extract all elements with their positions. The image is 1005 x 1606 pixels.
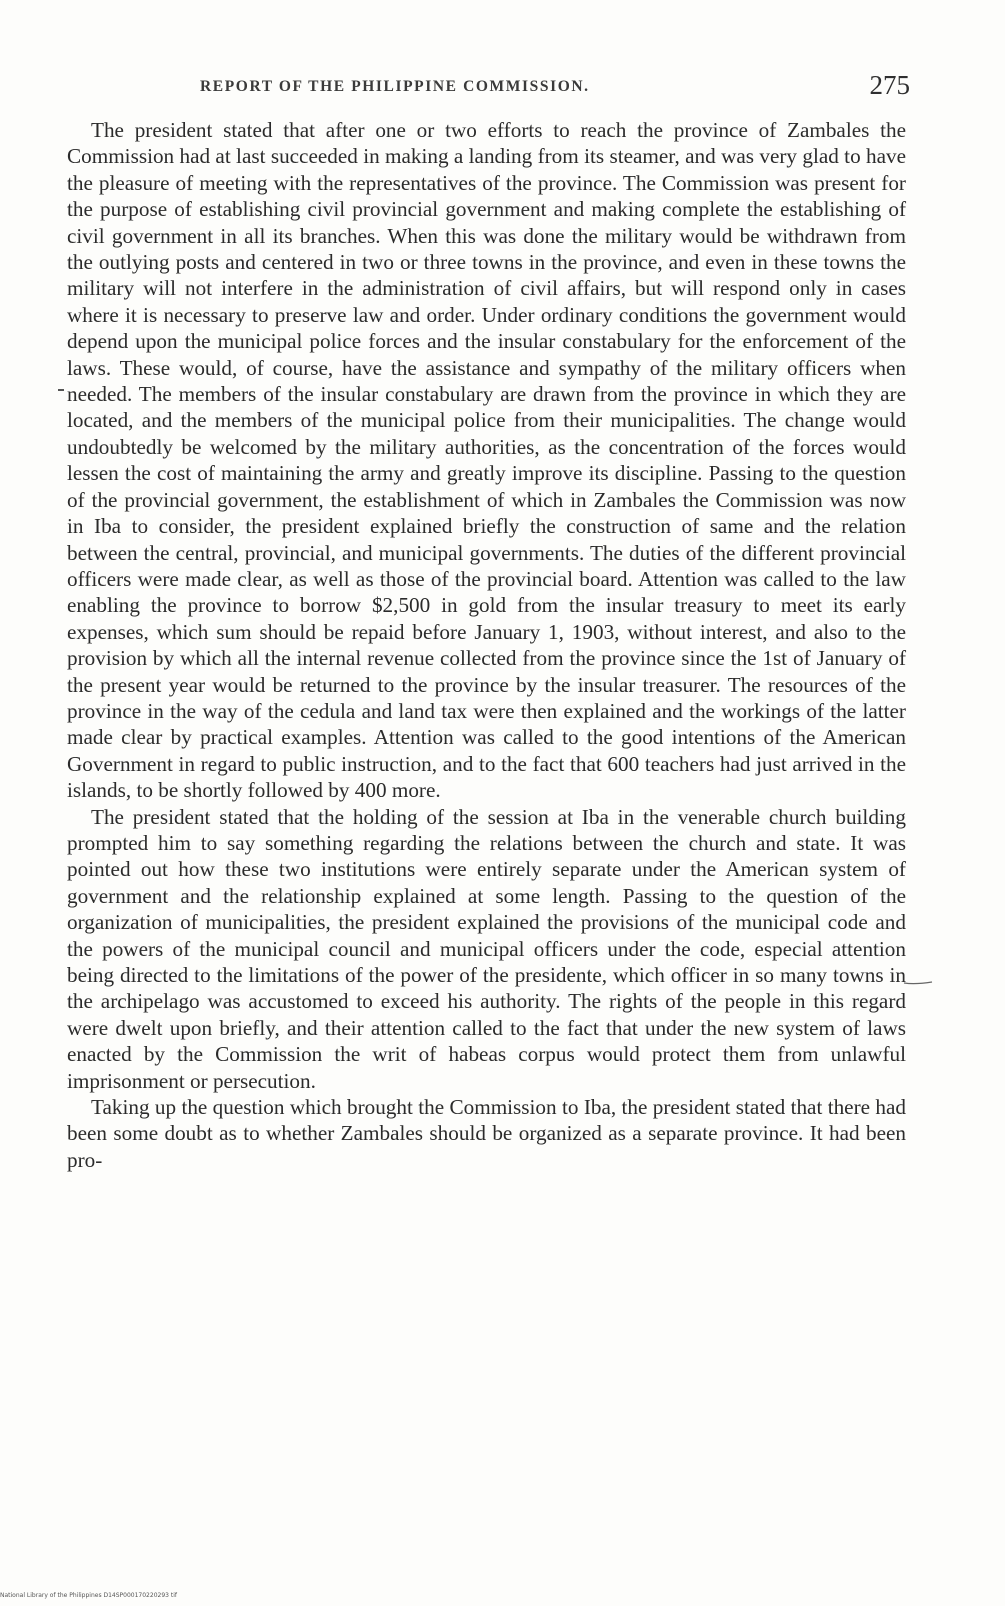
page-header bbox=[200, 70, 910, 104]
paragraph: Taking up the question which brought the Commission to Iba, the president stated that there had been some doubt as to whether Zambales should be organized as a separate province. It had been pro- bbox=[67, 1095, 906, 1172]
margin-tick-mark bbox=[58, 389, 64, 391]
body-text bbox=[67, 117, 906, 1173]
running-title: REPORT OF THE PHILIPPINE COMMISSION. bbox=[200, 78, 590, 95]
paragraph: The president stated that the holding of the session at Iba in the venerable church building prompted him to say something regarding the relations between the church and state. It was pointed out how these two institutions were entirely separate under the American system of government and the relationship explained at some length. Passing to the question of the organization of municipalities, the president explained the provisions of the municipal code and the powers of the municipal council and municipal officers under the code, especial attention being directed to the limitations of the power of the presidente, which officer in so many towns in the archipelago was accustomed to exceed his authority. The rights of the people in this regard were dwelt upon briefly, and their attention called to the fact that under the new system of laws enacted by the Commission the writ of habeas corpus would protect them from unlawful imprisonment or persecution. bbox=[67, 804, 906, 1093]
scan-credit: National Library of the Philippines D14SP000170220293 tif bbox=[0, 1592, 178, 1599]
paragraph: The president stated that after one or two efforts to reach the province of Zambales the Commission had at last succeeded in making a landing from its steamer, and was very glad to have the pleasure of meeting with the representatives of the province. The Commission was present for the purpose of establishing civil provincial government and making complete the establishing of civil government in all its branches. When this was done the military would be withdrawn from the outlying posts and centered in two or three towns in the province, and even in these towns the military will not interfere in the administration of civil affairs, but will respond only in cases where it is necessary to preserve law and order. Under ordinary conditions the government would depend upon the municipal police forces and the insular constabulary for the enforcement of the laws. These would, of course, have the assistance and sympathy of the military officers when needed. The members of the insular constabulary are drawn from the province in which they are located, and the members of the municipal police from their municipalities. The change would undoubtedly be welcomed by the military authorities, as the concentration of the forces would lessen the cost of maintaining the army and greatly improve its discipline. Passing to the question of the provincial government, the establishment of which in Zambales the Commission was now in Iba to consider, the president explained briefly the construction of same and the relation between the central, provincial, and municipal governments. The duties of the different provincial officers were made clear, as well as those of the provincial board. Attention was called to the law enabling the province to borrow $2,500 in gold from the insular treasury to meet its early expenses, which sum should be repaid before January 1, 1903, without interest, and also to the provision by which all the internal revenue collected from the province since the 1st of January of the present year would be returned to the province by the insular treasurer. The resources of the province in the way of the cedula and land tax were then explained and the workings of the latter made clear by practical examples. Attention was called to the good intentions of the American Government in regard to public instruction, and to the fact that 600 teachers had just arrived in the islands, to be shortly followed by 400 more. bbox=[67, 118, 906, 803]
page-number: 275 bbox=[869, 70, 910, 100]
margin-pencil-mark bbox=[903, 980, 933, 1002]
